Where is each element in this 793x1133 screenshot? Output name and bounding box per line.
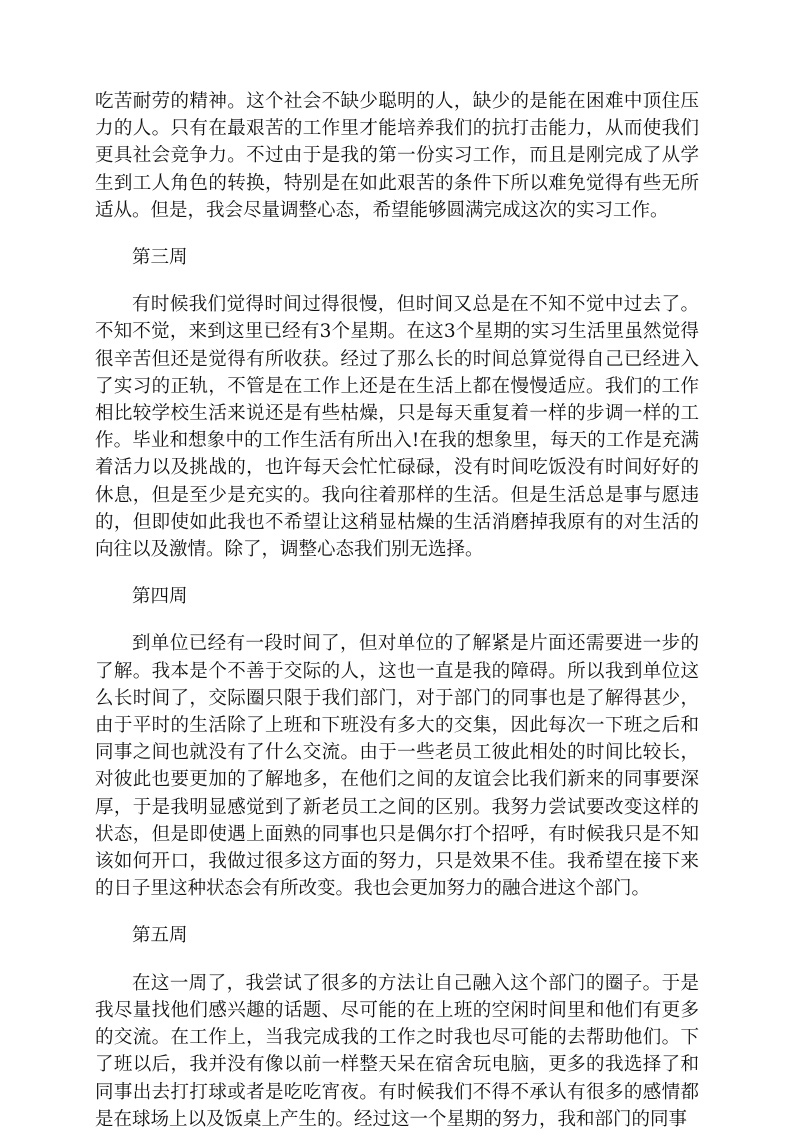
heading-week-4: 第四周	[132, 586, 188, 608]
paragraph-week-5: 在这一周了，我尝试了很多的方法让自己融入这个部门的圈子。于是我尽量找他们感兴趣的话题、尽可能的在上班的空闲时间里和他们有更多的交流。在工作上，当我完成我的工作之时我也尽可能的去帮助他们。下了班以后，我并没有像以前一样整天呆在宿舍玩电脑，更多的我选择了和同事出去打打球或者是吃吃宵夜。有时候我们不得不承认有很多的感情都是在球场上以及饭桌上产生的。经过这一个星期的努力，我和部门的同事	[95, 972, 699, 1130]
heading-week-3: 第三周	[132, 247, 188, 269]
document-page	[95, 88, 699, 1133]
paragraph-week-3: 有时候我们觉得时间过得很慢，但时间又总是在不知不觉中过去了。不知不觉，来到这里已经有3个星期。在这3个星期的实习生活里虽然觉得很辛苦但还是觉得有所收获。经过了那么长的时间总算觉得自己已经进入了实习的正轨，不管是在工作上还是在生活上都在慢慢适应。我们的工作相比较学校生活来说还是有些枯燥，只是每天重复着一样的步调一样的工作。毕业和想象中的工作生活有所出入!在我的想象里，每天的工作是充满着活力以及挑战的，也许每天会忙忙碌碌，没有时间吃饭没有时间好好的休息，但是至少是充实的。我向往着那样的生活。但是生活总是事与愿违的，但即使如此我也不希望让这稍显枯燥的生活消磨掉我原有的对生活的向往以及激情。除了，调整心态我们别无选择。	[95, 294, 699, 561]
paragraph-week-4: 到单位已经有一段时间了，但对单位的了解紧是片面还需要进一步的了解。我本是个不善于交际的人，这也一直是我的障碍。所以我到单位这么长时间了，交际圈只限于我们部门，对于部门的同事也是了解得甚少，由于平时的生活除了上班和下班没有多大的交集，因此每次一下班之后和同事之间也就没有了什么交流。由于一些老员工彼此相处的时间比较长，对彼此也要更加的了解地多，在他们之间的友谊会比我们新来的同事要深厚，于是我明显感觉到了新老员工之间的区别。我努力尝试要改变这样的状态，但是即使遇上面熟的同事也只是偶尔打个招呼，有时候我只是不知该如何开口，我做过很多这方面的努力，只是效果不佳。我希望在接下来的日子里这种状态会有所改变。我也会更加努力的融合进这个部门。	[95, 633, 699, 900]
paragraph-intro: 吃苦耐劳的精神。这个社会不缺少聪明的人，缺少的是能在困难中顶住压力的人。只有在最艰苦的工作里才能培养我们的抗打击能力，从而使我们更具社会竞争力。不过由于是我的第一份实习工作，而且是刚完成了从学生到工人角色的转换，特别是在如此艰苦的条件下所以难免觉得有些无所适从。但是，我会尽量调整心态，希望能够圆满完成这次的实习工作。	[95, 91, 699, 221]
heading-week-5: 第五周	[132, 925, 188, 947]
